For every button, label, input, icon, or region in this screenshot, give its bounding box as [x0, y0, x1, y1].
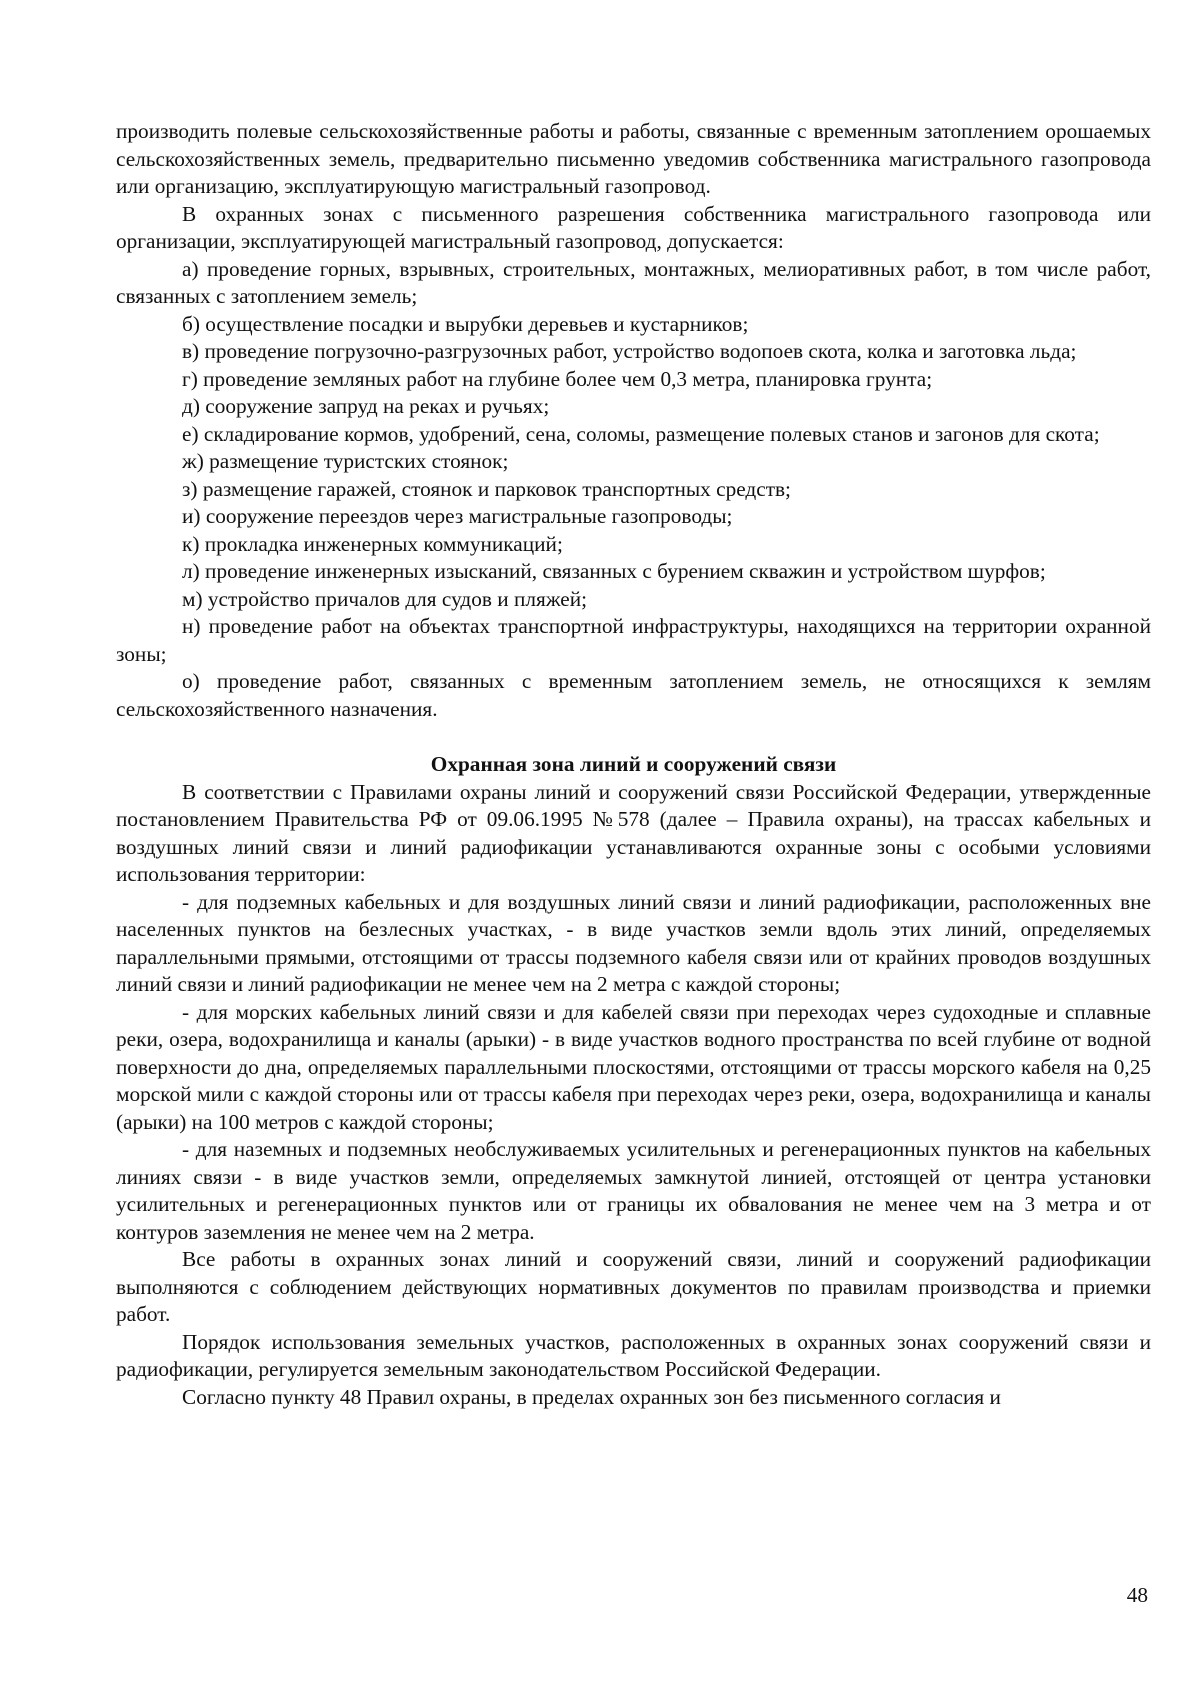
- list-item: б) осуществление посадки и вырубки деревьев и кустарников;: [182, 311, 749, 336]
- paragraph: В охранных зонах с письменного разрешения собственника магистрального газопровода или организации, эксплуатирующей магистральный газопровод, допускается:: [116, 201, 1151, 253]
- paragraph: Все работы в охранных зонах линий и сооружений связи, линий и сооружений радиофикации выполняются с соблюдением действующих нормативных документов по правилам производства и приемки работ.: [116, 1247, 1151, 1326]
- paragraph: Порядок использования земельных участков, расположенных в охранных зонах сооружений связи и радиофикации, регулируется земельным законодательством Российской Федерации.: [116, 1329, 1151, 1381]
- list-item: и) сооружение переездов через магистральные газопроводы;: [182, 504, 733, 528]
- list-item: н) проведение работ на объектах транспортной инфраструктуры, находящихся на территории охранной зоны;: [116, 614, 1151, 666]
- list-item: ж) размещение туристских стоянок;: [182, 449, 509, 473]
- section-heading: Охранная зона линий и сооружений связи: [430, 752, 837, 776]
- list-item: - для морских кабельных линий связи и для кабелей связи при переходах через судоходные и сплавные реки, озера, водохранилища и каналы (арыки) - в виде участков водного пространства по всей глубине от водной поверхности до дна, определяемых параллельными плоскостями, отстоящими от трассы морского кабеля на 0,25 морской мили с каждой стороны или от трассы кабеля при переходах через реки, озера, водохранилища и каналы (арыки) на 100 метров с каждой стороны;: [116, 999, 1151, 1134]
- list-item: е) складирование кормов, удобрений, сена, соломы, размещение полевых станов и загонов для скота;: [182, 421, 1100, 446]
- list-item: м) устройство причалов для судов и пляжей;: [182, 586, 588, 611]
- list-item: к) прокладка инженерных коммуникаций;: [182, 531, 563, 556]
- list-item: г) проведение земляных работ на глубине более чем 0,3 метра, планировка грунта;: [182, 366, 933, 391]
- list-item: о) проведение работ, связанных с временным затоплением земель, не относящихся к землям сельскохозяйственного назначения.: [116, 669, 1151, 721]
- list-item: - для подземных кабельных и для воздушных линий связи и линий радиофикации, расположенных вне населенных пунктов на безлесных участках, - в виде участков земли вдоль этих линий, определяемых параллельными прямыми, отстоящими от трассы подземного кабеля связи или от крайних проводов воздушных линий связи и линий радиофикации не менее чем на 2 метра с каждой стороны;: [116, 889, 1151, 996]
- list-item: а) проведение горных, взрывных, строительных, монтажных, мелиоративных работ, в том числе работ, связанных с затоплением земель;: [116, 256, 1151, 308]
- list-item: л) проведение инженерных изысканий, связанных с бурением скважин и устройством шурфов;: [182, 559, 1046, 583]
- list-item: д) сооружение запруд на реках и ручьях;: [182, 394, 550, 418]
- paragraph: Согласно пункту 48 Правил охраны, в пределах охранных зон без письменного согласия и: [182, 1384, 1001, 1409]
- page-number: 48: [1126, 1583, 1148, 1607]
- paragraph: В соответствии с Правилами охраны линий и сооружений связи Российской Федерации, утвержденные постановлением Правительства РФ от 09.06.1995 №578 (далее – Правила охраны), на трассах кабельных и воздушных линий связи и линий радиофикации устанавливаются охранные зоны с особыми условиями использования территории:: [116, 779, 1151, 886]
- document-page: [116, 118, 1151, 1411]
- list-item: - для наземных и подземных необслуживаемых усилительных и регенерационных пунктов на кабельных линиях связи - в виде участков земли, определяемых замкнутой линией, отстоящей от центра установки усилительных и регенерационных пунктов или от границы их обвалования не менее чем на 3 метра и от контуров заземления не менее чем на 2 метра.: [116, 1137, 1151, 1244]
- list-item: в) проведение погрузочно-разгрузочных работ, устройство водопоев скота, колка и заготовка льда;: [182, 339, 1077, 363]
- paragraph: производить полевые сельскохозяйственные работы и работы, связанные с временным затоплением орошаемых сельскохозяйственных земель, предварительно письменно уведомив собственника магистрального газопровода или организацию, эксплуатирующую магистральный газопровод.: [116, 119, 1151, 198]
- list-item: з) размещение гаражей, стоянок и парковок транспортных средств;: [182, 476, 791, 501]
